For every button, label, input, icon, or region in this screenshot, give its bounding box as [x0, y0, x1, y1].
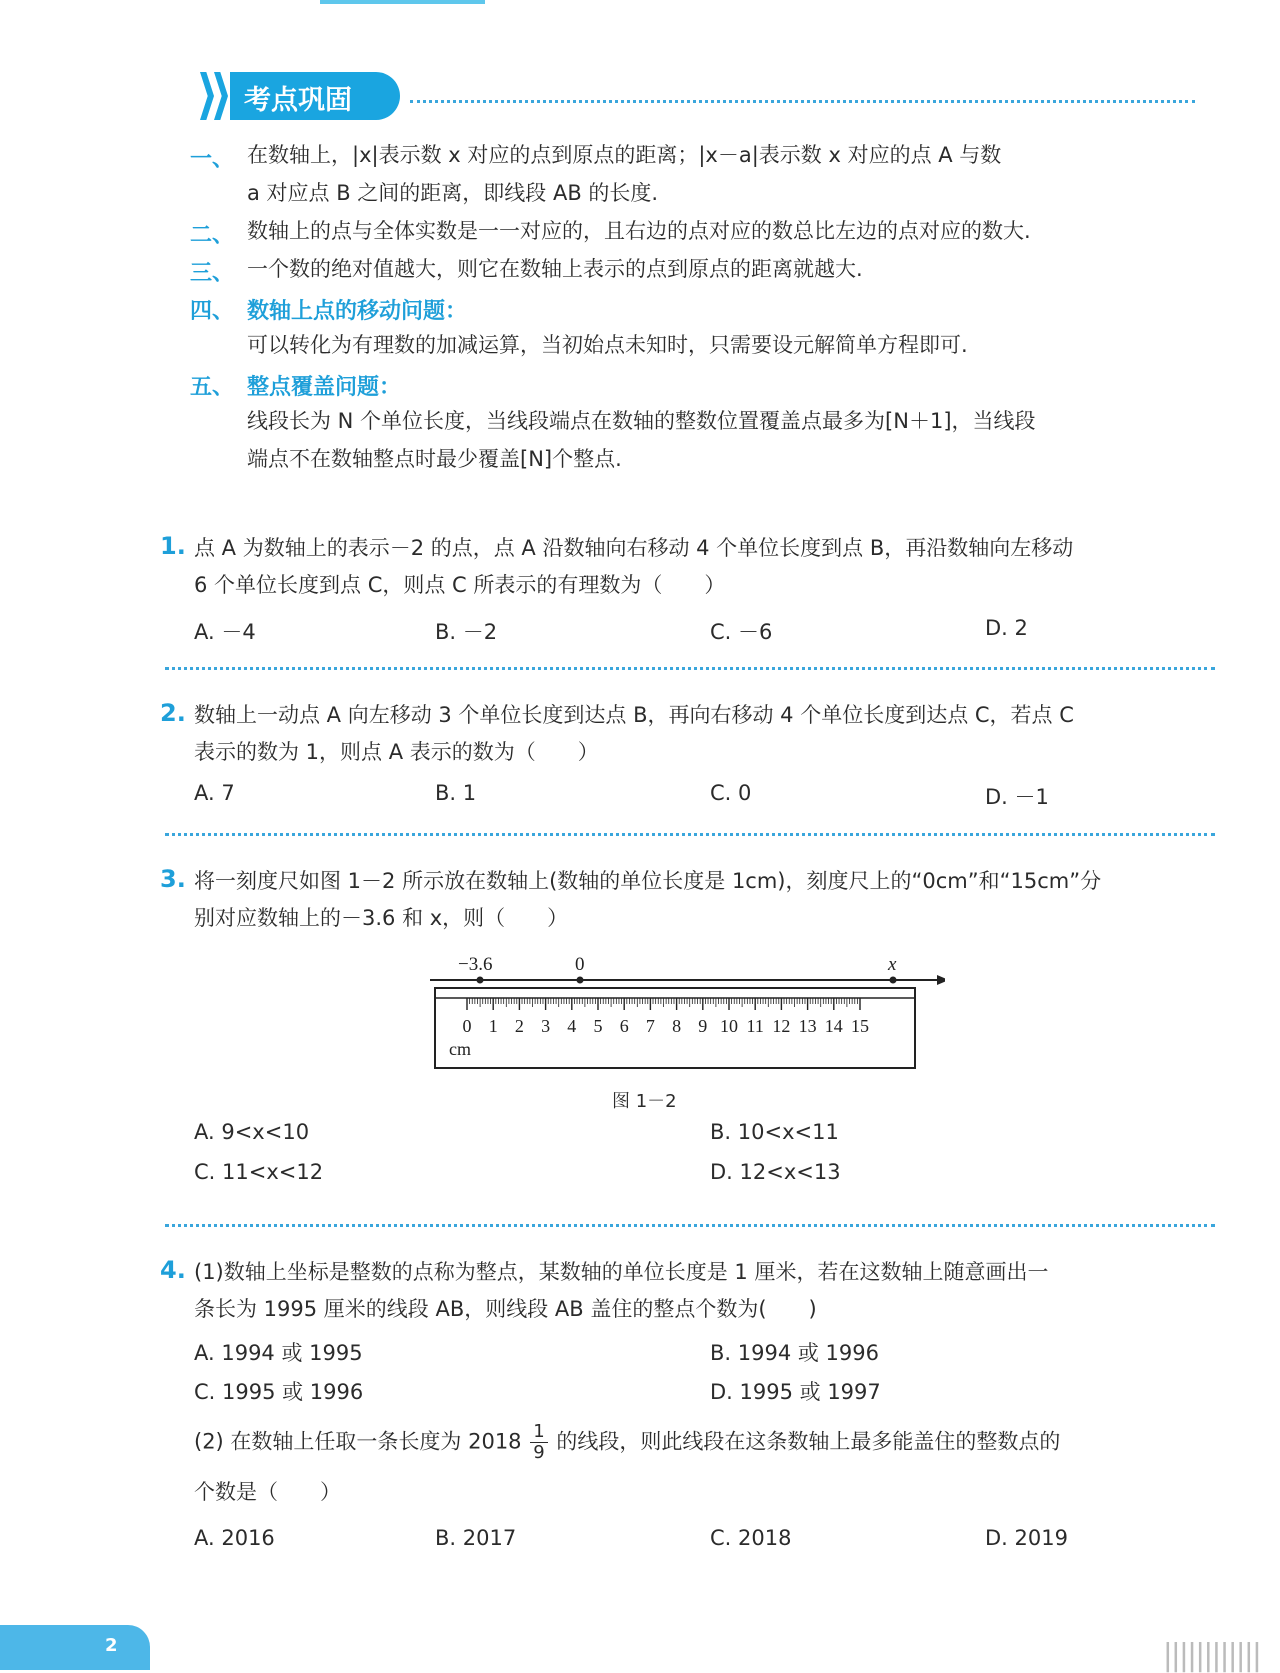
ruler-ticks — [467, 998, 860, 1010]
key-point-text: 一个数的绝对值越大，则它在数轴上表示的点到原点的距离就越大. — [247, 257, 863, 281]
question-text: 6 个单位长度到点 C，则点 C 所表示的有理数为（ ） — [194, 573, 726, 597]
option-b[interactable]: B. －2 — [435, 620, 498, 644]
ruler-number: 11 — [746, 1016, 764, 1036]
ruler-number: 7 — [645, 1016, 655, 1036]
ruler-number: 4 — [567, 1016, 577, 1036]
question-text: 数轴上一动点 A 向左移动 3 个单位长度到达点 B，再向右移动 4 个单位长度到达点 C，若点 C — [194, 703, 1074, 727]
axis-point — [477, 977, 484, 984]
fraction — [530, 1422, 547, 1463]
option-d[interactable]: D. 2 — [985, 616, 1028, 640]
key-point-heading: 整点覆盖问题： — [247, 375, 402, 400]
question-number: 3. — [160, 865, 186, 893]
axis-arrow-icon — [937, 975, 945, 985]
page-number-tab — [0, 1625, 150, 1670]
option-c[interactable]: C. 0 — [710, 781, 752, 805]
fraction-numerator: 1 — [530, 1422, 547, 1443]
key-point-3 — [190, 250, 1220, 288]
question-number: 1. — [160, 532, 186, 560]
ruler-number: 14 — [824, 1016, 843, 1036]
axis-point — [890, 977, 897, 984]
option-c[interactable]: C. －6 — [710, 620, 773, 644]
option-b[interactable]: B. 1 — [435, 781, 477, 805]
option-a[interactable]: A. －4 — [194, 620, 256, 644]
option-d[interactable]: D. －1 — [985, 785, 1049, 809]
key-point-4 — [190, 288, 1220, 364]
banner-dotted-line — [410, 100, 1195, 103]
ruler-number: 8 — [672, 1016, 682, 1036]
question-separator — [165, 1224, 1215, 1227]
axis-label: x — [888, 954, 897, 975]
chevron-icon — [200, 72, 214, 120]
question-4-part-2 — [194, 1422, 1060, 1463]
axis-point — [577, 977, 584, 984]
ruler-number: 6 — [619, 1016, 629, 1036]
option-a[interactable]: A. 7 — [194, 781, 235, 805]
key-point-2 — [190, 212, 1220, 250]
ruler-numbers — [463, 1016, 870, 1036]
key-point-text: 线段长为 N 个单位长度，当线段端点在数轴的整数位置覆盖点最多为[N＋1]，当线段 — [247, 409, 1036, 433]
question-text: 个数是（ ） — [194, 1480, 341, 1504]
ruler-number: 9 — [698, 1016, 708, 1036]
ruler-number: 13 — [798, 1016, 817, 1036]
ruler-number: 3 — [541, 1016, 551, 1036]
option-b[interactable]: B. 2017 — [435, 1526, 517, 1550]
question-text: 别对应数轴上的－3.6 和 x，则（ ） — [194, 906, 569, 930]
page-number: 2 — [105, 1635, 118, 1656]
question-text: 表示的数为 1，则点 A 表示的数为（ ） — [194, 740, 599, 764]
question-separator — [165, 833, 1215, 836]
option-a[interactable]: A. 2016 — [194, 1526, 275, 1550]
key-point-label: 一、 — [190, 147, 235, 172]
ruler-figure — [425, 950, 945, 1075]
key-point-label: 三、 — [190, 261, 235, 286]
ruler-number: 0 — [462, 1016, 472, 1036]
question-text: 条长为 1995 厘米的线段 AB，则线段 AB 盖住的整点个数为( ) — [194, 1297, 817, 1321]
axis-label: 0 — [575, 954, 585, 975]
ruler-number: 1 — [488, 1016, 498, 1036]
ruler-number: 2 — [514, 1016, 524, 1036]
question-text: 点 A 为数轴上的表示－2 的点，点 A 沿数轴向右移动 4 个单位长度到点 B，再沿数轴向左移动 — [194, 536, 1074, 560]
key-points — [190, 136, 1220, 478]
option-c[interactable]: C. 2018 — [710, 1526, 792, 1550]
key-point-text: 端点不在数轴整点时最少覆盖[N]个整点. — [247, 447, 622, 471]
ruler-number: 15 — [851, 1016, 869, 1036]
question-text: 将一刻度尺如图 1－2 所示放在数轴上(数轴的单位长度是 1cm)，刻度尺上的“0cm”和“15cm”分 — [194, 869, 1102, 893]
option-d[interactable]: D. 12<x<13 — [710, 1160, 841, 1184]
option-c[interactable]: C. 1995 或 1996 — [194, 1380, 364, 1404]
top-tab-decoration — [320, 0, 485, 4]
key-point-label: 二、 — [190, 223, 235, 248]
key-point-1 — [190, 136, 1220, 212]
chevron-icon — [214, 72, 228, 120]
key-point-heading: 数轴上点的移动问题： — [247, 299, 468, 324]
barcode-icon: |||||||||||| — [1162, 1638, 1260, 1673]
ruler-unit: cm — [449, 1039, 471, 1059]
option-a[interactable]: A. 9<x<10 — [194, 1120, 310, 1144]
key-point-text: 数轴上的点与全体实数是一一对应的，且右边的点对应的数总比左边的点对应的数大. — [247, 219, 1031, 243]
ruler-number: 10 — [720, 1016, 738, 1036]
key-point-label: 四、 — [190, 299, 235, 324]
key-point-text: a 对应点 B 之间的距离，即线段 AB 的长度. — [247, 181, 659, 205]
section-title: 考点巩固 — [244, 85, 352, 116]
question-separator — [165, 667, 1215, 670]
key-point-5 — [190, 364, 1220, 478]
question-text: (1)数轴上坐标是整数的点称为整点，某数轴的单位长度是 1 厘米，若在这数轴上随意画出一 — [194, 1260, 1049, 1284]
ruler-number: 12 — [772, 1016, 791, 1036]
key-point-text: 在数轴上，|x|表示数 x 对应的点到原点的距离；|x－a|表示数 x 对应的点 A 与数 — [247, 143, 1002, 167]
axis-label: −3.6 — [458, 954, 493, 975]
key-point-label: 五、 — [190, 375, 235, 400]
option-d[interactable]: D. 1995 或 1997 — [710, 1380, 881, 1404]
option-a[interactable]: A. 1994 或 1995 — [194, 1341, 363, 1365]
figure-caption: 图 1－2 — [612, 1091, 677, 1112]
section-banner — [200, 70, 405, 122]
question-number: 2. — [160, 699, 186, 727]
ruler-number: 5 — [593, 1016, 603, 1036]
option-d[interactable]: D. 2019 — [985, 1526, 1068, 1550]
key-point-text: 可以转化为有理数的加减运算，当初始点未知时，只需要设元解简单方程即可. — [247, 333, 968, 357]
part2-text: (2) 在数轴上任取一条长度为 2018 — [194, 1429, 522, 1454]
option-b[interactable]: B. 1994 或 1996 — [710, 1341, 879, 1365]
part2-text: 的线段，则此线段在这条数轴上最多能盖住的整数点的 — [556, 1429, 1061, 1454]
question-number: 4. — [160, 1256, 186, 1284]
option-b[interactable]: B. 10<x<11 — [710, 1120, 839, 1144]
fraction-denominator: 9 — [533, 1442, 545, 1463]
option-c[interactable]: C. 11<x<12 — [194, 1160, 324, 1184]
